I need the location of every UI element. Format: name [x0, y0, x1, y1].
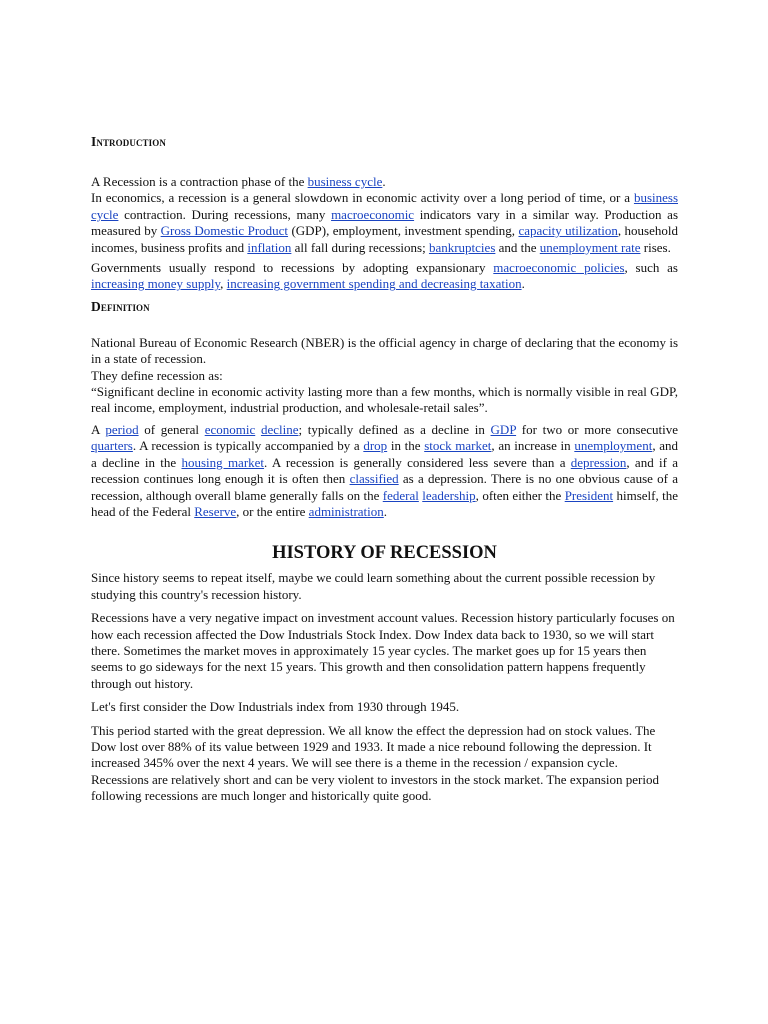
link-gdp[interactable]: GDP [490, 421, 517, 437]
text-run: in the [387, 438, 425, 454]
text-run: . A recession is typically accompanied by a [132, 438, 364, 454]
definition-paragraph-1: National Bureau of Economic Research (NBER) is the official agency in charge of declaring that the economy is in a state of recession. [91, 334, 678, 367]
text-run: rises. [640, 239, 671, 255]
text-run: Governments usually respond to recessions by adopting expansionary [91, 260, 494, 276]
text-run: contraction. During recessions, many [118, 206, 332, 222]
document-page [91, 134, 678, 805]
link-inflation[interactable]: inflation [247, 239, 292, 255]
text-run: , [220, 276, 227, 292]
text-run: of general [138, 421, 205, 437]
text-run: A Recession is a contraction phase of the [91, 174, 308, 189]
link-leadership[interactable]: leadership [422, 487, 476, 503]
text-run: , such as [624, 260, 678, 276]
link-macroeconomic[interactable]: macroeconomic [331, 206, 415, 222]
link-stock-market[interactable]: stock market [424, 438, 492, 454]
link-federal[interactable]: federal [382, 487, 419, 503]
text-run: for two or more consecutive [516, 421, 679, 437]
text-run: himself, the head of the Federal [91, 487, 678, 519]
text-run: , and a decline in the [91, 438, 679, 470]
link-unemployment-rate[interactable]: unemployment rate [539, 239, 641, 255]
link-capacity-utilization[interactable]: capacity utilization [518, 223, 618, 239]
link-business-cycle-2[interactable]: business cycle [91, 190, 678, 222]
history-paragraph-2: Recessions have a very negative impact on investment account values. Recession history particularly focuses on how each recession affected the Dow Industrials Stock Index. Dow Index data back to 1930, so we will start there. Sometimes the market moves in approximately 15 year cycles. The market goes up for 15 years then seems to go sideways for the next 15 years. This growth and then consolidation pattern happens frequently through out history. [91, 610, 675, 691]
text-run: , household incomes, business profits and [91, 223, 678, 255]
text-run: A [91, 421, 106, 437]
text-run: . [521, 276, 525, 292]
link-housing-market[interactable]: housing market [181, 454, 265, 470]
intro-paragraph-3 [91, 260, 678, 293]
link-reserve[interactable]: Reserve [194, 503, 237, 519]
intro-paragraph-1 [91, 174, 678, 190]
link-business-cycle[interactable]: business cycle [307, 174, 383, 189]
text-run: (GDP), employment, investment spending, [288, 223, 519, 239]
text-run: ; typically defined as a decline in [298, 421, 491, 437]
link-decline[interactable]: decline [260, 421, 299, 437]
text-run: . [383, 503, 388, 519]
intro-paragraph-2 [91, 190, 678, 256]
link-classified[interactable]: classified [349, 471, 399, 487]
link-drop[interactable]: drop [363, 438, 388, 454]
text-run: , or the entire [236, 503, 309, 519]
text-run: indicators vary in a similar way. Production as measured by [91, 206, 678, 239]
link-economic[interactable]: economic [204, 421, 256, 437]
text-run: , an increase in [491, 438, 575, 454]
definition-heading: Definition [91, 298, 150, 314]
text-run: . A recession is generally considered less severe than a [264, 454, 571, 470]
link-administration[interactable]: administration [308, 503, 384, 519]
history-heading: HISTORY OF RECESSION [272, 543, 497, 564]
link-depression[interactable]: depression [570, 454, 627, 470]
definition-paragraph-4 [91, 422, 678, 520]
link-unemployment[interactable]: unemployment [574, 438, 653, 454]
history-paragraph-4: This period started with the great depression. We all know the effect the depression had on stock values. The Dow lost over 88% of its value between 1929 and 1933. It made a nice rebound following the depression. It increased 345% over the next 4 years. We will see there is a theme in the recession / expansion cycle. Recessions are relatively short and can be very violent to investors in the stock market. The expansion period following recessions are much longer and historically quite good. [91, 722, 659, 804]
link-macroeconomic-policies[interactable]: macroeconomic policies [493, 260, 625, 276]
link-bankruptcies[interactable]: bankruptcies [428, 239, 496, 255]
text-run: . [382, 174, 386, 189]
definition-quote: “Significant decline in economic activity lasting more than a few months, which is normally visible in real GDP, real income, employment, industrial production, and wholesale-retail sales”. [91, 384, 678, 416]
text-run: all fall during recessions; [291, 239, 429, 255]
history-paragraph-3: Let's first consider the Dow Industrials index from 1930 through 1945. [91, 699, 460, 715]
link-increasing-money-supply[interactable]: increasing money supply [91, 276, 221, 292]
text-run: , often either the [475, 487, 565, 503]
text-run: In economics, a recession is a general slowdown in economic activity over a long period of time, or a [91, 190, 634, 206]
definition-paragraph-2: They define recession as: [91, 367, 223, 383]
text-run: as a depression. There is no one obvious cause of a recession, although overall blame generally falls on the [91, 471, 679, 503]
text-run: and the [495, 239, 540, 255]
text-run: , and if a recession continues long enough it is often then [91, 454, 678, 487]
link-government-spending[interactable]: increasing government spending and decreasing taxation [226, 276, 522, 292]
intro-heading: Introduction [91, 134, 166, 149]
link-gross-domestic-product[interactable]: Gross Domestic Product [160, 223, 289, 239]
history-paragraph-1: Since history seems to repeat itself, maybe we could learn something about the current possible recession by studying this country's recession history. [91, 570, 656, 602]
link-president[interactable]: President [564, 487, 614, 503]
link-period[interactable]: period [105, 421, 139, 437]
link-quarters[interactable]: quarters [91, 438, 133, 454]
